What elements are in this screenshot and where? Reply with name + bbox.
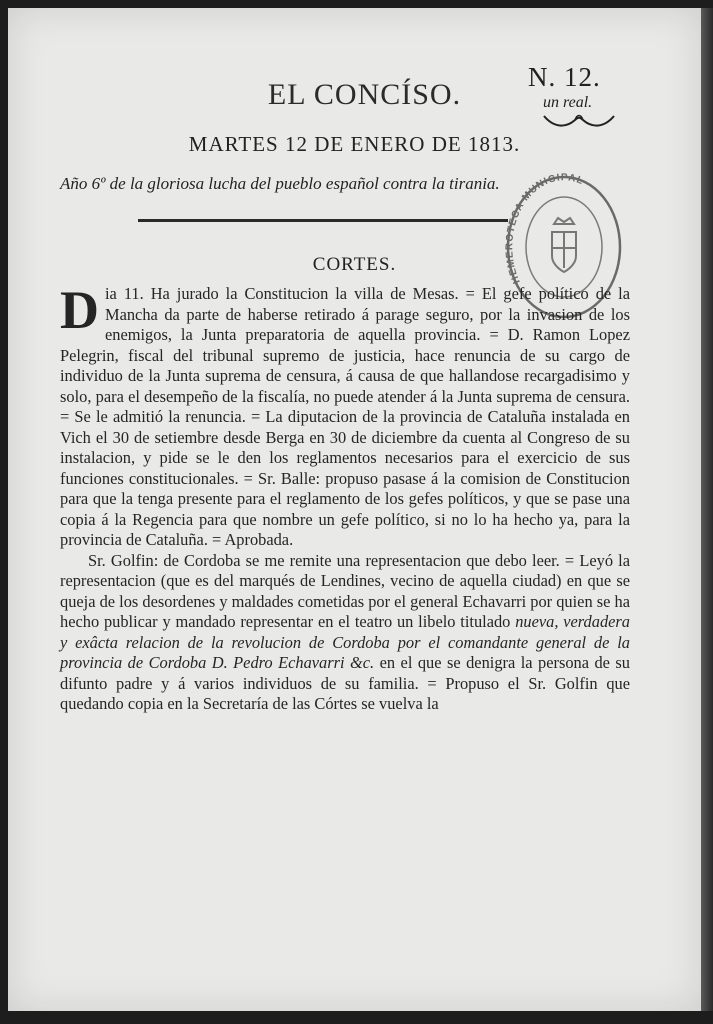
drop-cap: D bbox=[60, 280, 99, 340]
issue-price: un real. bbox=[543, 94, 593, 111]
paragraph-2 bbox=[60, 551, 630, 715]
issue-number: N. 12. bbox=[528, 62, 601, 92]
paragraph-2-title: nueva, verdadera y exâcta relacion de la revolucion de Cordoba por el comandante general de la provincia de Cordoba D. Pedro Echavarri &c. bbox=[60, 612, 630, 672]
paragraph-1-text: ia 11. Ha jurado la Constitucion la villa de Mesas. = El gefe político de la Mancha da parte de haberse retirado á parage seguro, por la invasion de los enemigos, la Junta preparatoria de aquella provincia. = D. Ramon Lopez Pelegrin, fiscal del tribunal supremo de justicia, hace renuncia de su cargo de individuo de la Junta suprema de censura, á causa de que hallandose recargadisimo y solo, para el desempeño de la fiscalía, no puede atender á la Junta suprema de censura. = Se le admitió la renuncia. = La diputacion de la provincia de Cataluña instalada en Vich el 30 de setiembre desde Berga en 30 de diciembre da cuenta al Congreso de su instalacion, y pide se le den los reglamentos necesarios para el exercicio de sus funciones constitucionales. = Sr. Balle: propuso pasase á la comision de Constitucion para que la tenga presente para el reglamento de los gefes políticos, y que se pase una copia á la Regencia para que nombre un gefe político, si no lo ha hecho ya, para la provincia de Cataluña. = Aprobada. bbox=[60, 284, 630, 549]
newspaper-title: EL CONCÍSO. bbox=[267, 78, 462, 111]
section-title: CORTES. bbox=[312, 254, 397, 275]
motto: Año 6º de la gloriosa lucha del pueblo español contra la tirania. bbox=[60, 174, 500, 193]
issue-date: MARTES 12 DE ENERO DE 1813. bbox=[188, 132, 521, 156]
paragraph-2-start: Sr. Golfin: de Cordoba se me remite una representacion que debo leer. = Leyó la representacion (que es del marqués de Lendines, vecino de aquella ciudad) en que se queja de los desordenes y maldades cometidas por el general Echavarri por quien se ha hecho publicar y mandado representar en el teatro un libelo titulado bbox=[60, 550, 630, 631]
paragraph-2-end: en el que se denigra la persona de su difunto padre y á varios individuos de su familia. = Propuso el Sr. Golfin que quedando copia en la Secretaría de las Córtes se vuelva la bbox=[60, 653, 630, 713]
stamp-text: HEMEROTECA MUNICIPAL bbox=[504, 172, 586, 286]
paragraph-1 bbox=[60, 280, 630, 551]
article-body bbox=[60, 280, 630, 715]
header-rule bbox=[138, 219, 508, 222]
newspaper-page bbox=[8, 8, 701, 1011]
ornament-flourish-icon bbox=[542, 112, 616, 130]
page-edge bbox=[701, 8, 713, 1011]
